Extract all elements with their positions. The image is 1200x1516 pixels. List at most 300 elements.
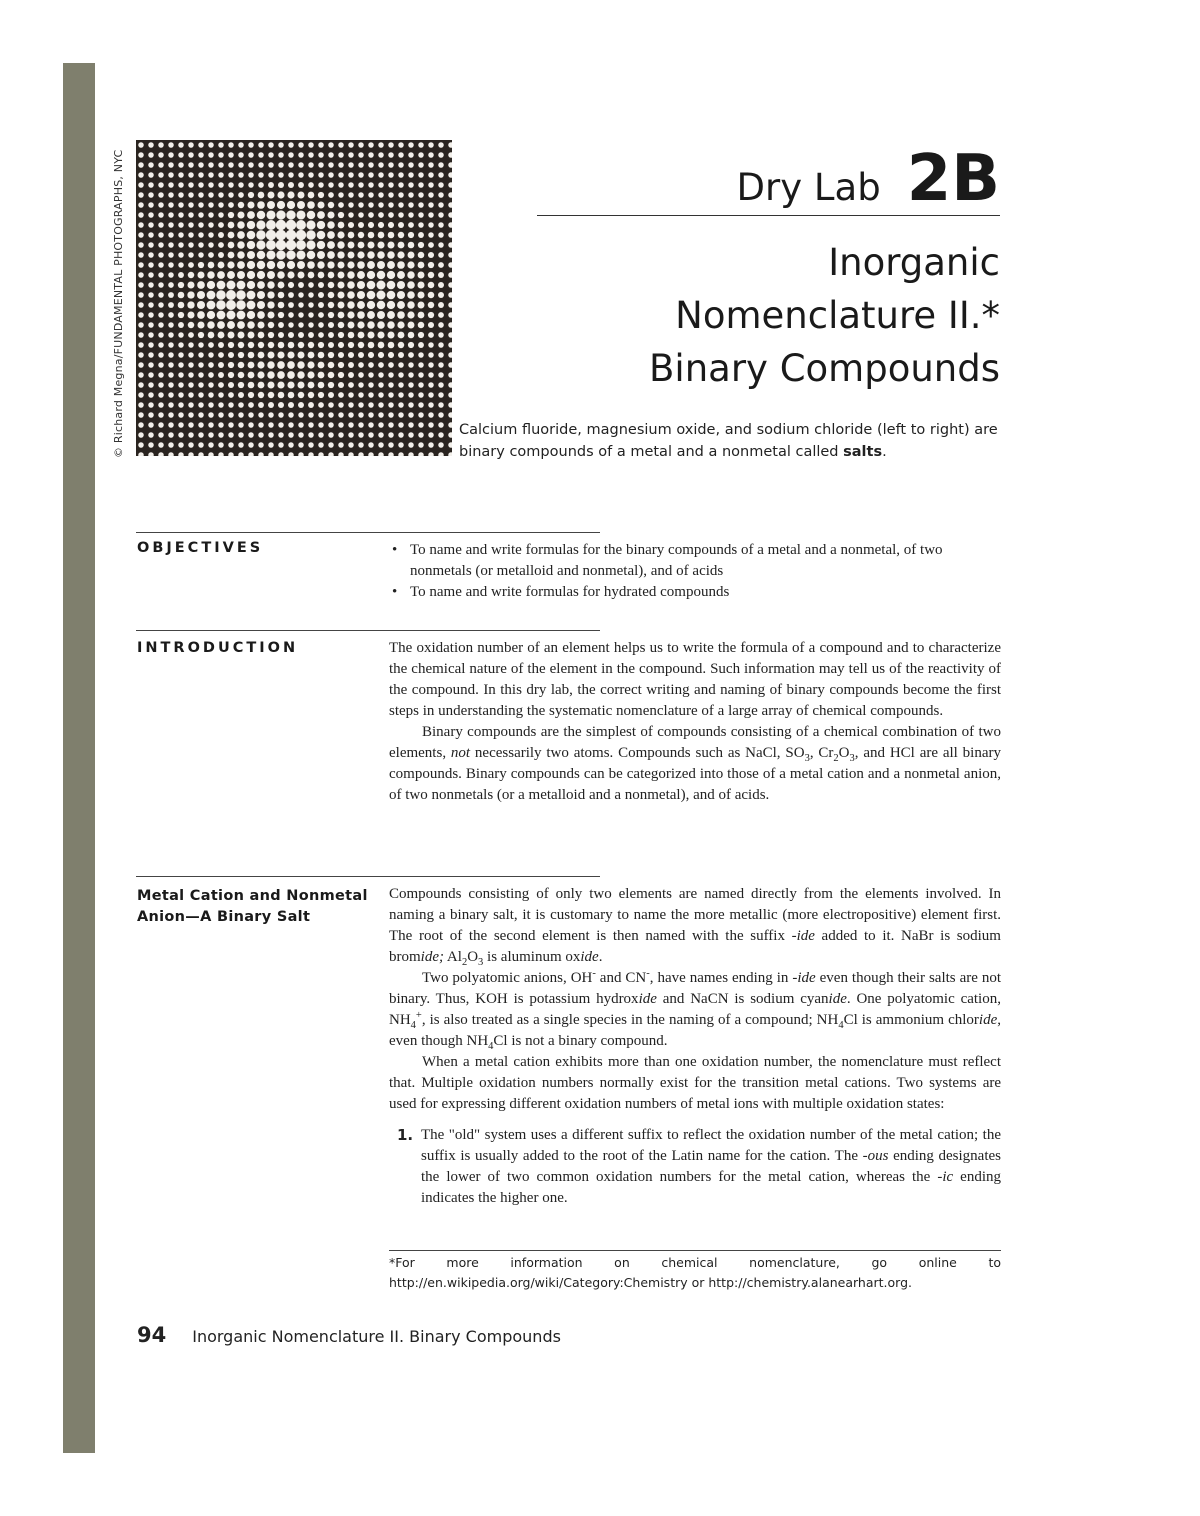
- halftone-dot: [388, 182, 394, 188]
- objective-text: To name and write formulas for the binary compounds of a metal and a nonmetal, of two nonmetals (or metalloid and nonmetal), and of acids: [410, 542, 943, 579]
- halftone-dot: [337, 241, 344, 248]
- halftone-dot: [448, 322, 452, 328]
- halftone-dot: [208, 172, 214, 178]
- halftone-dot: [318, 382, 325, 389]
- halftone-dot: [247, 311, 255, 319]
- halftone-dot: [397, 271, 405, 279]
- halftone-dot: [328, 352, 334, 358]
- halftone-dot: [258, 432, 264, 438]
- text-run: is aluminum ox: [483, 949, 581, 965]
- halftone-dot: [208, 392, 214, 398]
- halftone-dot: [387, 311, 395, 319]
- halftone-dot: [148, 252, 154, 258]
- halftone-dot: [168, 272, 174, 278]
- halftone-dot: [357, 291, 365, 299]
- halftone-dot: [328, 452, 334, 456]
- text-run: ide: [797, 970, 816, 986]
- introduction-rule: [136, 630, 600, 631]
- halftone-dot: [178, 412, 184, 418]
- halftone-dot: [178, 362, 184, 368]
- halftone-dot: [368, 402, 374, 408]
- halftone-dot: [308, 172, 314, 178]
- halftone-dot: [198, 332, 204, 338]
- halftone-dot: [317, 201, 324, 208]
- halftone-dot: [418, 452, 424, 456]
- halftone-dot: [318, 422, 324, 428]
- halftone-dot: [138, 162, 144, 168]
- halftone-dot: [148, 292, 154, 298]
- lab-number: 2B: [906, 142, 1000, 216]
- text-run: Binary compounds are the simplest of compounds consisting of a chemical combination of two elements,: [389, 724, 1001, 761]
- subscript: 4: [838, 1020, 844, 1031]
- halftone-dot: [226, 300, 236, 310]
- halftone-dot: [438, 142, 444, 148]
- halftone-dot: [198, 342, 204, 348]
- halftone-dot: [347, 311, 354, 318]
- halftone-dot: [148, 312, 154, 318]
- halftone-dot: [438, 382, 444, 388]
- halftone-dot: [238, 202, 244, 208]
- halftone-dot: [217, 321, 225, 329]
- halftone-dot: [388, 382, 394, 388]
- halftone-dot: [417, 291, 424, 298]
- halftone-dot: [408, 172, 414, 178]
- halftone-dot: [328, 412, 334, 418]
- halftone-dot: [148, 152, 154, 158]
- halftone-dot: [277, 371, 285, 379]
- halftone-dot: [308, 282, 314, 288]
- halftone-dot: [207, 291, 216, 300]
- halftone-dot: [286, 220, 296, 230]
- halftone-dot: [208, 252, 214, 258]
- halftone-dot: [138, 382, 144, 388]
- halftone-dot: [438, 422, 444, 428]
- halftone-dot: [237, 231, 245, 239]
- halftone-dot: [338, 192, 344, 198]
- halftone-dot: [348, 242, 355, 249]
- halftone-dot: [168, 232, 174, 238]
- halftone-dot: [287, 351, 294, 358]
- halftone-dot: [348, 442, 354, 448]
- halftone-dot: [168, 252, 174, 258]
- halftone-dot: [388, 422, 394, 428]
- halftone-dot: [298, 292, 304, 298]
- halftone-dot: [367, 271, 375, 279]
- halftone-dot: [227, 261, 234, 268]
- halftone-dot: [428, 172, 434, 178]
- halftone-dot: [368, 362, 374, 368]
- halftone-dot: [397, 281, 405, 289]
- halftone-dot: [178, 222, 184, 228]
- subscript: 3: [478, 957, 484, 968]
- halftone-dot: [347, 291, 355, 299]
- halftone-dot: [448, 372, 452, 378]
- halftone-dot: [448, 212, 452, 218]
- halftone-dot: [148, 422, 154, 428]
- halftone-dot: [418, 192, 424, 198]
- halftone-dot: [138, 302, 144, 308]
- halftone-dot: [148, 192, 154, 198]
- halftone-dot: [218, 362, 224, 368]
- halftone-dot: [188, 442, 194, 448]
- halftone-dot: [238, 342, 244, 348]
- halftone-dot: [168, 282, 174, 288]
- halftone-dot: [408, 182, 414, 188]
- halftone-dot: [148, 232, 154, 238]
- halftone-dot: [198, 192, 204, 198]
- halftone-dot: [418, 392, 424, 398]
- halftone-dot: [327, 231, 335, 239]
- halftone-dot: [288, 152, 294, 158]
- halftone-dot: [178, 402, 184, 408]
- halftone-dot: [348, 432, 354, 438]
- halftone-dot: [358, 352, 364, 358]
- halftone-dot: [256, 220, 265, 229]
- halftone-dot: [248, 172, 254, 178]
- halftone-dot: [158, 242, 164, 248]
- list-number: 1.: [397, 1126, 414, 1144]
- halftone-dot: [218, 262, 225, 269]
- halftone-dot: [228, 202, 234, 208]
- halftone-dot: [198, 202, 204, 208]
- text-run: .: [598, 949, 603, 965]
- halftone-dot: [168, 352, 174, 358]
- halftone-dot: [198, 212, 204, 218]
- halftone-dot: [448, 402, 452, 408]
- halftone-dot: [388, 162, 394, 168]
- halftone-dot: [348, 252, 355, 259]
- text-run: , even though NH: [389, 1012, 1001, 1049]
- halftone-dot: [308, 162, 314, 168]
- halftone-dot: [248, 452, 254, 456]
- text-run: Al: [444, 949, 462, 965]
- halftone-dot: [387, 291, 396, 300]
- halftone-dot: [308, 422, 314, 428]
- halftone-dot: [168, 312, 174, 318]
- heading-line: Anion—A Binary Salt: [137, 909, 311, 925]
- halftone-dot: [398, 222, 404, 228]
- halftone-dot: [148, 322, 154, 328]
- caption-bold: salts: [843, 444, 883, 460]
- halftone-dot: [338, 372, 344, 378]
- halftone-dot: [138, 412, 144, 418]
- halftone-dot: [367, 311, 375, 319]
- halftone-dot: [238, 172, 244, 178]
- halftone-dot: [418, 302, 425, 309]
- list-item: [389, 1125, 1001, 1209]
- halftone-dot: [318, 402, 324, 408]
- halftone-dot: [298, 352, 305, 359]
- halftone-dot: [418, 202, 424, 208]
- halftone-dot: [337, 231, 344, 238]
- halftone-dot: [448, 242, 452, 248]
- halftone-dot: [398, 242, 405, 249]
- halftone-dot: [298, 402, 304, 408]
- halftone-dot: [178, 202, 184, 208]
- page-footer: [137, 1323, 561, 1347]
- halftone-dot: [248, 382, 255, 389]
- halftone-dot: [438, 192, 444, 198]
- halftone-dot: [178, 292, 185, 299]
- footnote: *For more information on chemical nomenclature, go online to http://en.wikipedia.org/wiki/Category:Chemistry or http://chemistry.alanearhart.org.: [389, 1255, 1001, 1290]
- halftone-dot: [138, 152, 144, 158]
- halftone-dot: [328, 292, 335, 299]
- halftone-dot: [308, 332, 314, 338]
- halftone-dot: [198, 232, 204, 238]
- halftone-dot: [448, 392, 452, 398]
- halftone-dot: [328, 192, 334, 198]
- halftone-dot: [398, 402, 404, 408]
- title-line-1: Inorganic: [828, 241, 1000, 284]
- halftone-dot: [138, 422, 144, 428]
- halftone-dot: [198, 222, 204, 228]
- halftone-dot: [297, 371, 304, 378]
- halftone-dot: [178, 152, 184, 158]
- halftone-dot: [377, 311, 385, 319]
- halftone-dot: [258, 442, 264, 448]
- halftone-dot: [328, 282, 335, 289]
- halftone-dot: [218, 422, 224, 428]
- halftone-dot: [358, 382, 364, 388]
- halftone-dot: [387, 301, 395, 309]
- halftone-dot: [418, 182, 424, 188]
- halftone-dot: [398, 412, 404, 418]
- halftone-dot: [428, 242, 434, 248]
- halftone-dot: [448, 422, 452, 428]
- halftone-image: [136, 140, 452, 456]
- halftone-dot: [348, 322, 355, 329]
- halftone-dot: [278, 302, 285, 309]
- subscript: 3: [849, 753, 855, 764]
- halftone-dot: [207, 281, 215, 289]
- halftone-dot: [428, 442, 434, 448]
- halftone-dot: [228, 352, 234, 358]
- halftone-dot: [358, 372, 364, 378]
- running-title: Inorganic Nomenclature II. Binary Compounds: [192, 1327, 561, 1346]
- halftone-dot: [378, 192, 384, 198]
- halftone-dot: [298, 382, 305, 389]
- halftone-dot: [318, 412, 324, 418]
- halftone-dot: [438, 182, 444, 188]
- halftone-dot: [337, 261, 344, 268]
- halftone-dot: [448, 452, 452, 456]
- halftone-dot: [218, 372, 224, 378]
- halftone-dot: [247, 221, 255, 229]
- text-run: Compounds consisting of only two elements are named directly from the elements involved. In naming a binary salt, it is customary to name the more metallic (more electropositive) element first. The root of the second element is then named with the suffix -: [389, 886, 1001, 944]
- halftone-dot: [288, 332, 294, 338]
- halftone-dot: [218, 392, 224, 398]
- halftone-dot: [228, 392, 234, 398]
- halftone-dot: [298, 182, 304, 188]
- halftone-dot: [358, 332, 365, 339]
- halftone-dot: [307, 211, 316, 220]
- halftone-dot: [438, 402, 444, 408]
- caption-text: Calcium fluoride, magnesium oxide, and sodium chloride (left to right) are binary compounds of a metal and a nonmetal called: [459, 422, 998, 460]
- halftone-dot: [168, 382, 174, 388]
- halftone-dot: [158, 332, 164, 338]
- halftone-dot: [408, 212, 414, 218]
- halftone-dot: [438, 202, 444, 208]
- halftone-dot: [258, 152, 264, 158]
- halftone-dot: [228, 182, 234, 188]
- halftone-dot: [418, 172, 424, 178]
- halftone-dot: [278, 422, 284, 428]
- footnote-rule: [389, 1250, 1001, 1251]
- halftone-dot: [277, 351, 284, 358]
- halftone-dot: [168, 192, 174, 198]
- halftone-dot: [388, 202, 394, 208]
- halftone-dot: [368, 192, 374, 198]
- halftone-dot: [318, 152, 324, 158]
- halftone-dot: [328, 402, 334, 408]
- halftone-dot: [398, 192, 404, 198]
- halftone-dot: [308, 402, 314, 408]
- halftone-dot: [228, 142, 234, 148]
- halftone-dot: [208, 412, 214, 418]
- halftone-dot: [438, 452, 444, 456]
- halftone-dot: [238, 442, 244, 448]
- halftone-dot: [358, 242, 365, 249]
- halftone-dot: [168, 442, 174, 448]
- halftone-dot: [438, 242, 444, 248]
- halftone-dot: [358, 342, 364, 348]
- halftone-dot: [218, 452, 224, 456]
- halftone-dot: [448, 262, 452, 268]
- halftone-dot: [258, 352, 265, 359]
- halftone-dot: [197, 321, 204, 328]
- halftone-dot: [397, 301, 405, 309]
- halftone-dot: [208, 402, 214, 408]
- page-title: [480, 236, 1000, 395]
- halftone-dot: [298, 162, 304, 168]
- halftone-dot: [227, 271, 235, 279]
- halftone-dot: [188, 152, 194, 158]
- halftone-dot: [168, 212, 174, 218]
- halftone-dot: [348, 342, 354, 348]
- halftone-dot: [198, 172, 204, 178]
- halftone-dot: [198, 162, 204, 168]
- halftone-dot: [418, 382, 424, 388]
- halftone-dot: [276, 210, 285, 219]
- halftone-dot: [428, 162, 434, 168]
- halftone-dot: [278, 292, 285, 299]
- halftone-dot: [227, 281, 236, 290]
- halftone-dot: [148, 352, 154, 358]
- halftone-dot: [328, 422, 334, 428]
- halftone-dot: [188, 212, 194, 218]
- halftone-dot: [158, 382, 164, 388]
- halftone-dot: [158, 422, 164, 428]
- halftone-dot: [266, 220, 276, 230]
- halftone-dot: [438, 232, 444, 238]
- halftone-dot: [248, 412, 254, 418]
- halftone-dot: [388, 152, 394, 158]
- halftone-dot: [377, 291, 386, 300]
- halftone-dot: [138, 202, 144, 208]
- halftone-dot: [247, 251, 255, 259]
- halftone-dot: [318, 392, 324, 398]
- halftone-dot: [378, 392, 384, 398]
- halftone-dot: [286, 210, 295, 219]
- lab-word: Dry Lab: [736, 166, 881, 209]
- halftone-dot: [388, 452, 394, 456]
- halftone-dot: [357, 261, 365, 269]
- halftone-dot: [358, 452, 364, 456]
- halftone-dot: [348, 152, 354, 158]
- halftone-dot: [178, 442, 184, 448]
- halftone-dot: [168, 182, 174, 188]
- halftone-dot: [307, 261, 315, 269]
- halftone-dot: [276, 240, 286, 250]
- halftone-dot: [247, 231, 256, 240]
- halftone-dot: [158, 442, 164, 448]
- halftone-dot: [318, 442, 324, 448]
- halftone-dot: [258, 412, 264, 418]
- text-run: ide: [638, 991, 657, 1007]
- halftone-dot: [188, 452, 194, 456]
- halftone-dot: [138, 252, 144, 258]
- metal-paragraph-2: [389, 968, 1001, 1052]
- halftone-dot: [267, 311, 274, 318]
- halftone-dot: [338, 322, 345, 329]
- halftone-dot: [158, 292, 164, 298]
- halftone-dot: [448, 252, 452, 258]
- halftone-dot: [408, 162, 414, 168]
- halftone-dot: [306, 230, 315, 239]
- halftone-dot: [328, 392, 334, 398]
- halftone-dot: [267, 291, 274, 298]
- halftone-dot: [308, 192, 315, 199]
- halftone-dot: [377, 301, 385, 309]
- halftone-dot: [218, 212, 224, 218]
- halftone-dot: [187, 311, 194, 318]
- halftone-dot: [217, 281, 226, 290]
- halftone-dot: [218, 162, 224, 168]
- halftone-dot: [228, 162, 234, 168]
- halftone-dot: [158, 362, 164, 368]
- halftone-dot: [318, 342, 324, 348]
- halftone-dot: [288, 282, 294, 288]
- halftone-dot: [278, 432, 284, 438]
- halftone-dot: [296, 230, 306, 240]
- halftone-dot: [267, 371, 274, 378]
- halftone-dot: [198, 402, 204, 408]
- halftone-dot: [247, 241, 255, 249]
- halftone-dot: [407, 271, 414, 278]
- halftone-dot: [398, 452, 404, 456]
- halftone-dot: [278, 312, 284, 318]
- halftone-dot: [318, 432, 324, 438]
- halftone-dot: [338, 172, 344, 178]
- halftone-dot: [438, 292, 444, 298]
- halftone-dot: [218, 202, 224, 208]
- halftone-dot: [287, 371, 295, 379]
- halftone-dot: [148, 262, 154, 268]
- halftone-dot: [158, 152, 164, 158]
- halftone-dot: [268, 142, 274, 148]
- halftone-dot: [428, 402, 434, 408]
- halftone-dot: [257, 301, 265, 309]
- halftone-dot: [238, 352, 244, 358]
- halftone-dot: [288, 172, 294, 178]
- halftone-dot: [267, 301, 274, 308]
- halftone-dot: [418, 312, 425, 319]
- halftone-dot: [258, 142, 264, 148]
- halftone-dot: [208, 162, 214, 168]
- halftone-dot: [208, 332, 215, 339]
- halftone-dot: [388, 362, 394, 368]
- halftone-dot: [138, 342, 144, 348]
